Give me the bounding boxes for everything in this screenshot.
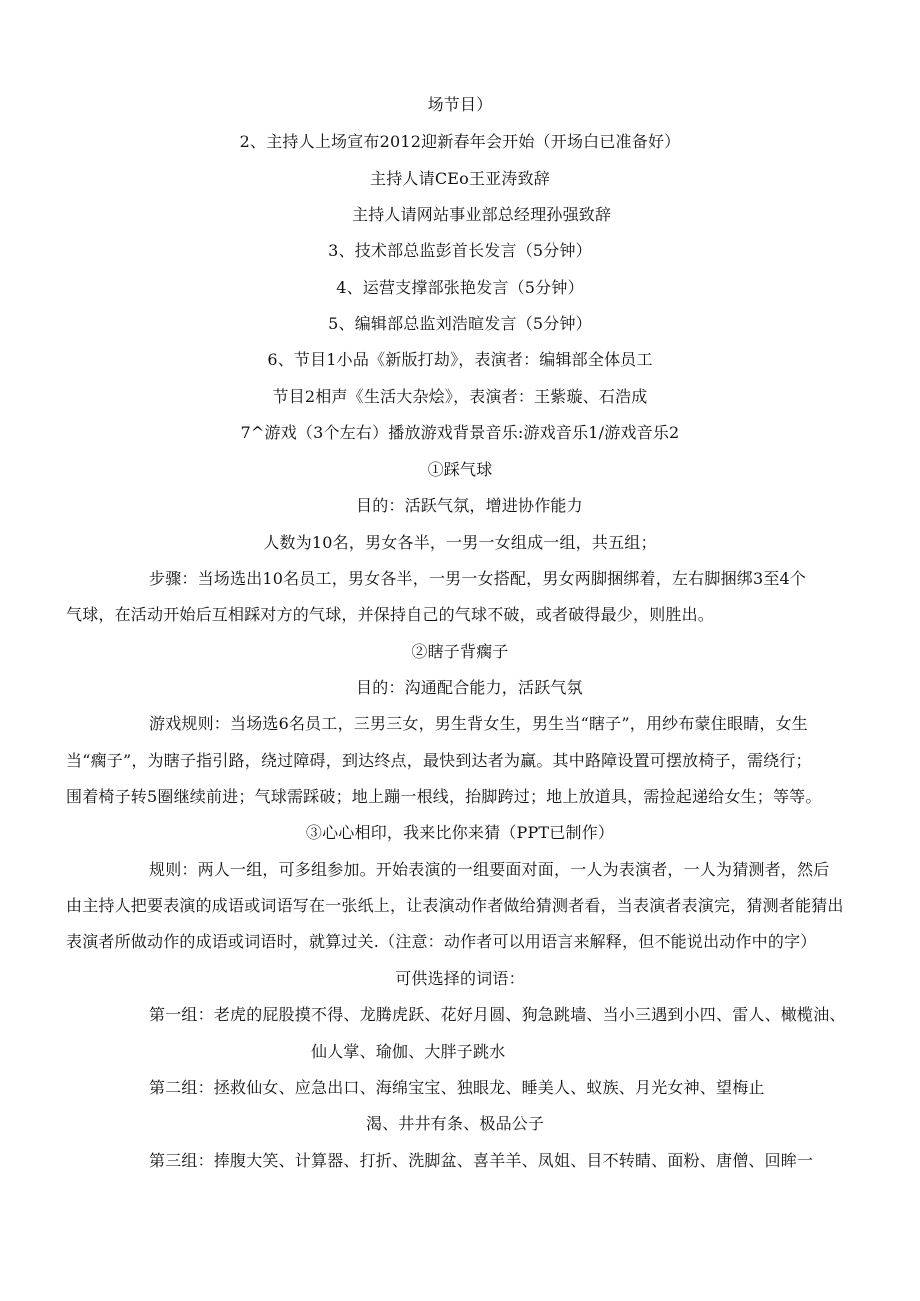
game-3-rules-line-3: 表演者所做动作的成语或词语时，就算过关.（注意：动作者可以用语言来解释，但不能说出动作中的字）	[66, 932, 817, 951]
word-group-1-line-1: 第一组：老虎的屁股摸不得、龙腾虎跃、花好月圆、狗急跳墙、当小三遇到小四、雷人、橄榄油、	[149, 1005, 846, 1024]
ceo-speech-line: 主持人请CEo王亚涛致辞	[370, 169, 550, 188]
word-group-3-line-1: 第三组：捧腹大笑、计算器、打折、洗脚盆、喜羊羊、凤姐、目不转睛、面粉、唐僧、回眸一	[149, 1151, 814, 1170]
word-group-2-line-2: 渴、井井有条、极品公子	[366, 1114, 545, 1133]
gm-speech-line: 主持人请网站事业部总经理孙强致辞	[352, 205, 612, 224]
program-2-line: 节目2相声《生活大杂烩》，表演者：王紫璇、石浩成	[272, 387, 648, 406]
word-group-1-line-2: 仙人掌、瑜伽、大胖子跳水	[311, 1042, 506, 1061]
game-1-purpose: 目的：活跃气氛，增进协作能力	[356, 496, 583, 515]
game-2-title: ②瞎子背瘸子	[411, 642, 509, 661]
game-2-purpose: 目的：沟通配合能力，活跃气氛	[356, 678, 583, 697]
game-3-rules-line-1: 规则：两人一组，可多组参加。开始表演的一组要面对面，一人为表演者，一人为猜测者，然后	[149, 860, 830, 879]
game-1-steps-line-2: 气球，在活动开始后互相踩对方的气球，并保持自己的气球不破，或者破得最少，则胜出。	[66, 605, 715, 624]
word-group-2-line-1: 第二组：拯救仙女、应急出口、海绵宝宝、独眼龙、睡美人、蚁族、月光女神、望梅止	[149, 1078, 765, 1097]
game-1-title: ①踩气球	[427, 460, 493, 479]
agenda-item-7: 7^游戏（3个左右）播放游戏背景音乐:游戏音乐1/游戏音乐2	[240, 423, 680, 442]
game-3-rules-line-2: 由主持人把要表演的成语或词语写在一张纸上，让表演动作者做给猜测者看，当表演者表演完，猜测者能猜出	[66, 896, 844, 915]
agenda-item-3: 3、技术部总监彭首长发言（5分钟）	[328, 241, 592, 260]
game-2-rules-line-3: 围着椅子转5圈继续前进；气球需踩破；地上蹦一根线，抬脚跨过；地上放道具，需捡起递给女生；等等。	[66, 787, 822, 806]
agenda-item-5: 5、编辑部总监刘浩暄发言（5分钟）	[328, 314, 592, 333]
game-1-participants: 人数为10名，男女各半，一男一女组成一组，共五组；	[263, 533, 657, 552]
agenda-item-2: 2、主持人上场宣布2012迎新春年会开始（开场白已准备好）	[239, 132, 681, 151]
game-2-rules-line-1: 游戏规则：当场选6名员工，三男三女，男生背女生，男生当“瞎子”，用纱布蒙住眼睛，女生	[149, 714, 808, 733]
agenda-item-4: 4、运营支撑部张艳发言（5分钟）	[336, 278, 584, 297]
program-line-continuation: 场节目）	[427, 95, 493, 114]
game-3-title: ③心心相印，我来比你来猜（PPT已制作）	[305, 823, 615, 842]
agenda-item-6: 6、节目1小品《新版打劫》，表演者：编辑部全体员工	[267, 350, 653, 369]
game-1-steps-line-1: 步骤：当场选出10名员工，男女各半，一男一女搭配，男女两脚捆绑着，左右脚捆绑3至4个	[149, 569, 807, 588]
game-2-rules-line-2: 当“瘸子”，为瞎子指引路，绕过障碍，到达终点，最快到达者为赢。其中路障设置可摆放椅子，需绕行；	[66, 751, 812, 770]
word-options-heading: 可供选择的词语：	[395, 969, 525, 988]
